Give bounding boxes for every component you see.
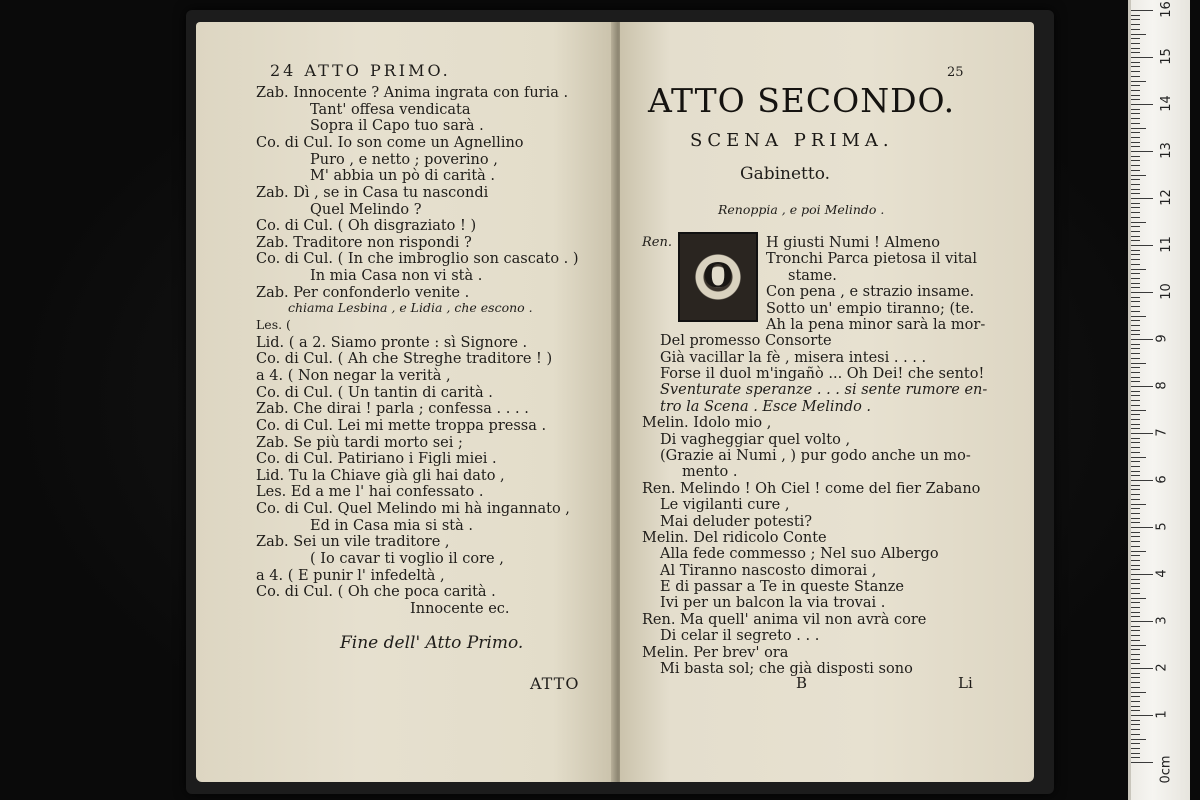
ruler-unit: 0cm <box>1158 755 1174 784</box>
ruler-tick <box>1131 287 1140 288</box>
right-line: Mai deluder potesti? <box>660 514 813 530</box>
ruler-tick <box>1131 363 1146 364</box>
ruler-tick <box>1131 189 1140 190</box>
right-line: Alla fede commesso ; Nel suo Albergo <box>660 546 939 562</box>
left-line: Zab. Se più tardi morto sei ; <box>256 435 463 451</box>
ruler-tick <box>1131 414 1140 415</box>
ruler-tick <box>1131 762 1153 763</box>
scene-setting: Gabinetto. <box>740 164 831 184</box>
ruler-tick <box>1131 76 1140 77</box>
ruler-tick <box>1131 254 1140 255</box>
ruler-tick <box>1131 48 1140 49</box>
ruler-tick <box>1131 607 1140 608</box>
ruler-tick <box>1131 391 1140 392</box>
ruler-tick <box>1131 630 1140 631</box>
ruler-tick <box>1131 259 1140 260</box>
left-line: Zab. Sei un vile traditore , <box>256 534 450 550</box>
left-line: Les. Ed a me l' hai confessato . <box>256 484 484 500</box>
ruler-number: 9 <box>1154 334 1170 343</box>
scene-heading: SCENA PRIMA. <box>690 130 894 151</box>
ruler-tick <box>1131 682 1140 683</box>
ruler-tick <box>1131 151 1153 152</box>
ruler-tick <box>1131 466 1140 467</box>
ruler-tick <box>1131 353 1140 354</box>
ruler-tick <box>1131 198 1153 199</box>
ruler-tick <box>1131 748 1140 749</box>
right-line: Melin. Per brev' ora <box>642 645 789 661</box>
ruler-tick <box>1131 367 1140 368</box>
left-line: Zab. Per confonderlo venite . <box>256 285 470 301</box>
ruler-tick <box>1131 447 1140 448</box>
right-line: Ah la pena minor sarà la mor- <box>766 317 986 333</box>
ruler-tick <box>1131 645 1146 646</box>
ruler-tick <box>1131 677 1140 678</box>
ruler-tick <box>1131 109 1140 110</box>
speaker-ren: Ren. <box>642 235 672 250</box>
ruler-number: 2 <box>1154 663 1170 672</box>
ruler-tick <box>1131 579 1140 580</box>
left-line: Zab. Che dirai ! parla ; confessa . . . . <box>256 401 529 417</box>
ruler-tick <box>1131 278 1140 279</box>
left-line: Les. ( <box>256 317 291 332</box>
left-line: Sopra il Capo tuo sarà . <box>310 118 484 134</box>
ruler-tick <box>1131 753 1140 754</box>
right-line: Mi basta sol; che già disposti sono <box>660 661 913 677</box>
ruler-tick <box>1131 457 1146 458</box>
ruler-number: 1 <box>1154 710 1170 719</box>
ruler-tick <box>1131 81 1146 82</box>
left-line: Zab. Dì , se in Casa tu nascondi <box>256 185 489 201</box>
ruler-number: 5 <box>1154 522 1170 531</box>
ruler-tick <box>1131 504 1146 505</box>
right-line: Sventurate speranze . . . si sente rumore en- <box>660 382 988 398</box>
ruler-tick <box>1131 442 1140 443</box>
left-line: Co. di Cul. ( Oh disgraziato ! ) <box>256 218 477 234</box>
ruler-tick <box>1131 311 1140 312</box>
ruler-tick <box>1131 250 1140 251</box>
ruler-tick <box>1131 344 1140 345</box>
ruler-tick <box>1131 635 1140 636</box>
ruler-tick <box>1131 283 1140 284</box>
ruler-tick <box>1131 29 1140 30</box>
right-line: Di vagheggiar quel volto , <box>660 432 851 448</box>
ruler-number: 15 <box>1158 48 1174 65</box>
ruler-tick <box>1131 400 1140 401</box>
left-line: Puro , e netto ; poverino , <box>310 152 498 168</box>
right-line: Le vigilanti cure , <box>660 497 790 513</box>
left-line: Co. di Cul. Io son come un Agnellino <box>256 135 524 151</box>
right-line: Al Tiranno nascosto dimorai , <box>660 563 877 579</box>
ruler-tick <box>1131 240 1140 241</box>
ruler-tick <box>1131 687 1140 688</box>
left-line: Lid. ( a 2. Siamo pronte : sì Signore . <box>256 335 528 351</box>
ruler-tick <box>1131 142 1140 143</box>
ruler-number: 12 <box>1158 189 1174 206</box>
ruler-tick <box>1131 203 1140 204</box>
ruler-tick <box>1131 621 1153 622</box>
ruler-tick <box>1131 649 1140 650</box>
right-line: Ren. Melindo ! Oh Ciel ! come del fier Zabano <box>642 481 981 497</box>
ruler-tick <box>1131 452 1140 453</box>
ruler-tick <box>1131 184 1140 185</box>
right-line: Melin. Del ridicolo Conte <box>642 530 827 546</box>
ruler-tick <box>1131 612 1140 613</box>
right-line: E di passar a Te in queste Stanze <box>660 579 904 595</box>
ruler-tick <box>1131 668 1153 669</box>
ruler-tick <box>1131 471 1140 472</box>
ruler-tick <box>1131 301 1140 302</box>
ruler-tick <box>1131 245 1153 246</box>
ruler-tick <box>1131 663 1140 664</box>
ruler-tick <box>1131 269 1146 270</box>
ruler-number: 10 <box>1158 283 1174 300</box>
left-catchword: ATTO <box>530 674 580 693</box>
ruler-tick <box>1131 593 1140 594</box>
ruler-tick <box>1131 499 1140 500</box>
ruler-number: 4 <box>1154 569 1170 578</box>
ruler-tick <box>1131 175 1146 176</box>
left-line: Lid. Tu la Chiave già gli hai dato , <box>256 468 505 484</box>
ruler-tick <box>1131 90 1140 91</box>
ruler-tick <box>1131 15 1140 16</box>
ruler-tick <box>1131 113 1140 114</box>
left-line: a 4. ( E punir l' infedeltà , <box>256 568 445 584</box>
right-page-number: 25 <box>947 65 964 80</box>
ruler-tick <box>1131 128 1146 129</box>
ruler-tick <box>1131 297 1140 298</box>
act-title: ATTO SECONDO. <box>648 81 956 120</box>
left-line: Co. di Cul. ( In che imbroglio son cascato . ) <box>256 251 579 267</box>
ruler-tick <box>1131 85 1140 86</box>
ruler-tick <box>1131 395 1140 396</box>
ruler-tick <box>1131 156 1140 157</box>
ruler-tick <box>1131 330 1140 331</box>
right-line: stame. <box>788 268 837 284</box>
ruler-tick <box>1131 602 1140 603</box>
left-line: chiama Lesbina , e Lidia , che escono . <box>288 300 533 315</box>
ruler-tick <box>1131 292 1153 293</box>
ruler-tick <box>1131 565 1140 566</box>
left-line: Co. di Cul. Lei mi mette troppa pressa . <box>256 418 547 434</box>
ruler-tick <box>1131 438 1140 439</box>
ruler-number: 6 <box>1154 475 1170 484</box>
ruler-tick <box>1131 146 1140 147</box>
ruler-tick <box>1131 560 1140 561</box>
ruler-tick <box>1131 264 1140 265</box>
ruler-number: 3 <box>1154 616 1170 625</box>
left-line: ( Io cavar ti voglio il core , <box>310 551 504 567</box>
ruler-tick <box>1131 527 1153 528</box>
ruler-tick <box>1131 598 1146 599</box>
ruler-tick <box>1131 428 1140 429</box>
ruler-tick <box>1131 137 1140 138</box>
ruler-tick <box>1131 522 1140 523</box>
left-line: Co. di Cul. ( Un tantin di carità . <box>256 385 493 401</box>
ruler-tick <box>1131 532 1140 533</box>
right-line: Di celar il segreto . . . <box>660 628 820 644</box>
ruler-tick <box>1131 226 1140 227</box>
ruler-tick <box>1131 320 1140 321</box>
ruler-tick <box>1131 569 1140 570</box>
ruler-tick <box>1131 66 1140 67</box>
ruler-tick <box>1131 334 1140 335</box>
ruler-tick <box>1131 52 1140 53</box>
right-line: (Grazie ai Numi , ) pur godo anche un mo- <box>660 448 971 464</box>
ruler-tick <box>1131 710 1140 711</box>
initial-letter: O <box>703 256 733 296</box>
ruler-tick <box>1131 170 1140 171</box>
ruler-tick <box>1131 386 1153 387</box>
ruler-tick <box>1131 513 1140 514</box>
left-line: Co. di Cul. Patiriano i Figli miei . <box>256 451 497 467</box>
ruler-tick <box>1131 316 1146 317</box>
ruler-tick <box>1131 57 1153 58</box>
ruler-tick <box>1131 583 1140 584</box>
ruler-tick <box>1131 95 1140 96</box>
right-line: tro la Scena . Esce Melindo . <box>660 399 872 415</box>
ruler-tick <box>1131 546 1140 547</box>
ruler-tick <box>1131 38 1140 39</box>
ruler-tick <box>1131 104 1153 105</box>
right-line: Ivi per un balcon la via trovai . <box>660 595 886 611</box>
ruler-tick <box>1131 551 1146 552</box>
ruler-number: 8 <box>1154 381 1170 390</box>
ruler-tick <box>1131 339 1153 340</box>
ruler-tick <box>1131 475 1140 476</box>
ruler-tick <box>1131 536 1140 537</box>
ruler-tick <box>1131 377 1140 378</box>
ruler-tick <box>1131 348 1140 349</box>
ruler-tick <box>1131 212 1140 213</box>
ruler-number: 16 <box>1158 1 1174 18</box>
ruler-tick <box>1131 706 1140 707</box>
ruler-tick <box>1131 757 1140 758</box>
ruler-tick <box>1131 715 1153 716</box>
ruler-tick <box>1131 541 1140 542</box>
ruler-tick <box>1131 71 1140 72</box>
ruler-tick <box>1131 461 1140 462</box>
ruler-tick <box>1131 123 1140 124</box>
ruler-tick <box>1131 626 1140 627</box>
ruler-tick <box>1131 358 1140 359</box>
ruler-tick <box>1131 99 1140 100</box>
right-line: Forse il duol m'ingañò ... Oh Dei! che sento! <box>660 366 985 382</box>
ruler-number: 7 <box>1154 428 1170 437</box>
ruler-tick <box>1131 485 1140 486</box>
left-line: Innocente ec. <box>410 601 510 617</box>
ruler-tick <box>1131 734 1140 735</box>
ruler-tick <box>1131 654 1140 655</box>
ruler-tick <box>1131 118 1140 119</box>
ruler-tick <box>1131 743 1140 744</box>
ruler-tick <box>1131 165 1140 166</box>
ruler-tick <box>1131 724 1140 725</box>
ruler-tick <box>1131 306 1140 307</box>
ruler-tick <box>1131 701 1140 702</box>
ruler-tick <box>1131 10 1153 11</box>
right-catchword: Li <box>958 674 973 692</box>
right-line: Con pena , e strazio insame. <box>766 284 975 300</box>
left-line: Co. di Cul. ( Ah che Streghe traditore ! ) <box>256 351 553 367</box>
right-line: Ren. Ma quell' anima vil non avrà core <box>642 612 927 628</box>
right-line: Tronchi Parca pietosa il vital <box>766 251 978 267</box>
ruler-tick <box>1131 179 1140 180</box>
ruler-tick <box>1131 381 1140 382</box>
ruler-tick <box>1131 692 1146 693</box>
ruler-tick <box>1131 34 1146 35</box>
ruler-tick <box>1131 410 1146 411</box>
ruler-tick <box>1131 659 1140 660</box>
right-line: Già vacillar la fè , misera intesi . . . . <box>660 350 927 366</box>
ruler-tick <box>1131 217 1140 218</box>
ruler-tick <box>1131 419 1140 420</box>
ruler-tick <box>1131 236 1140 237</box>
ruler-tick <box>1131 673 1140 674</box>
left-line: Tant' offesa vendicata <box>310 102 471 118</box>
ruler-number: 11 <box>1158 236 1174 253</box>
ruler-tick <box>1131 480 1153 481</box>
signature-mark: B <box>796 674 808 692</box>
ruler-tick <box>1131 325 1140 326</box>
ruler-tick <box>1131 62 1140 63</box>
ruler-tick <box>1131 518 1140 519</box>
right-line: H giusti Numi ! Almeno <box>766 235 940 251</box>
ruler-tick <box>1131 696 1140 697</box>
left-line: a 4. ( Non negar la verità , <box>256 368 451 384</box>
ruler-tick <box>1131 231 1140 232</box>
left-page-ending: Fine dell' Atto Primo. <box>340 633 524 653</box>
ruler-tick <box>1131 222 1146 223</box>
ruler-tick <box>1131 508 1140 509</box>
left-line: Zab. Innocente ? Anima ingrata con furia . <box>256 85 569 101</box>
left-line: Co. di Cul. ( Oh che poca carità . <box>256 584 496 600</box>
ruler-tick <box>1131 489 1140 490</box>
ruler-tick <box>1131 640 1140 641</box>
ruler-tick <box>1131 43 1140 44</box>
left-line: Ed in Casa mia si stà . <box>310 518 473 534</box>
ruler-tick <box>1131 494 1140 495</box>
ruler-tick <box>1131 720 1140 721</box>
left-line: M' abbia un pò di carità . <box>310 168 496 184</box>
right-line: mento . <box>682 464 738 480</box>
right-line: Del promesso Consorte <box>660 333 832 349</box>
left-running-header: 24 ATTO PRIMO. <box>270 61 451 80</box>
ruler-tick <box>1131 372 1140 373</box>
stage-direction: Renoppia , e poi Melindo . <box>718 202 885 217</box>
ruler-tick <box>1131 729 1140 730</box>
measuring-ruler <box>1128 0 1190 800</box>
ruler-number: 14 <box>1158 95 1174 112</box>
right-line: Sotto un' empio tiranno; (te. <box>766 301 975 317</box>
ruler-tick <box>1131 160 1140 161</box>
ruler-tick <box>1131 273 1140 274</box>
left-line: Co. di Cul. Quel Melindo mi hà ingannato , <box>256 501 570 517</box>
ruler-tick <box>1131 555 1140 556</box>
left-line: In mia Casa non vi stà . <box>310 268 483 284</box>
ruler-tick <box>1131 24 1140 25</box>
left-line: Quel Melindo ? <box>310 202 422 218</box>
ruler-tick <box>1131 19 1140 20</box>
ruler-tick <box>1131 132 1140 133</box>
ruler-tick <box>1131 207 1140 208</box>
ruler-tick <box>1131 739 1146 740</box>
ruler-tick <box>1131 433 1153 434</box>
right-line: Melin. Idolo mio , <box>642 415 772 431</box>
ruler-tick <box>1131 616 1140 617</box>
ruler-tick <box>1131 424 1140 425</box>
left-line: Zab. Traditore non rispondi ? <box>256 235 472 251</box>
ruler-tick <box>1131 193 1140 194</box>
ruler-tick <box>1131 574 1153 575</box>
ruler-tick <box>1131 588 1140 589</box>
ruler-tick <box>1131 405 1140 406</box>
ruler-number: 13 <box>1158 142 1174 159</box>
decorated-initial <box>678 232 758 322</box>
